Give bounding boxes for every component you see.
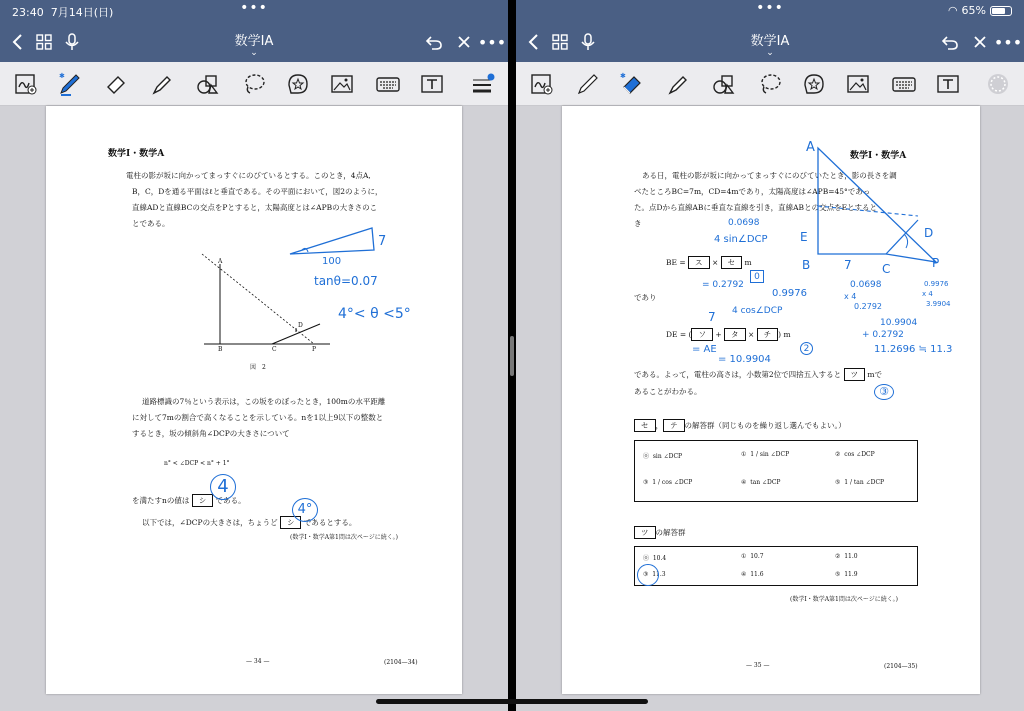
close-icon xyxy=(970,32,990,52)
hand-sum: = 10.9904 xyxy=(718,354,771,365)
choice-heading-2: ツ の解答群 xyxy=(634,526,686,539)
continue-note-right: (数学Ⅰ・数学A第1問は次ページに続く。) xyxy=(790,596,898,603)
eraser-settings-tool[interactable] xyxy=(982,68,1014,100)
image-tool-right[interactable] xyxy=(842,68,874,100)
handwritten-figure xyxy=(798,136,948,266)
de-line: DE = ( ソ + タ × チ ) m xyxy=(666,330,791,339)
choice-2-5[interactable]: ⑤ 11.9 xyxy=(835,571,858,578)
point-D-label: D xyxy=(298,322,303,329)
more-icon: ••• xyxy=(993,32,1023,52)
pen-tool[interactable] xyxy=(54,68,86,100)
choice-heading-1: セ ， テ の解答群（同じものを繰り返し選んでもよい。） xyxy=(634,419,846,432)
shape-tool[interactable] xyxy=(192,68,224,100)
answer-box-shi-2[interactable]: シ xyxy=(280,516,302,529)
text-box-icon xyxy=(935,71,961,97)
intro-line-1: 電柱の影が坂に向かってまっすぐにのびているとする。このとき，4点A, xyxy=(126,171,371,180)
choice-box-te: テ xyxy=(663,419,685,432)
page-header: 数学Ⅰ・数学A xyxy=(108,149,165,159)
grid-view-button[interactable] xyxy=(32,30,56,54)
handwriting-plus-icon xyxy=(13,71,39,97)
handwriting-plus-icon xyxy=(529,71,555,97)
more-button-right[interactable] xyxy=(993,30,1023,54)
continue-note: (数学Ⅰ・数学A第1問は次ページに続く。) xyxy=(290,534,398,541)
chevron-left-icon xyxy=(8,32,28,52)
multitasking-dots-right[interactable]: ••• xyxy=(756,0,784,16)
hand-ae: = AE xyxy=(692,344,717,355)
hand-sin: 4 sin∠DCP xyxy=(714,234,768,245)
hand-calc-1: 0.0698 xyxy=(850,280,882,290)
page-code: (2104—34) xyxy=(384,659,418,666)
text-tool-right[interactable] xyxy=(932,68,964,100)
text-box-icon xyxy=(419,71,445,97)
image-icon xyxy=(329,71,355,97)
pen-icon xyxy=(57,71,83,97)
point-A-label: A xyxy=(218,258,223,265)
highlighter-icon xyxy=(665,71,691,97)
hand-calc-2: x 4 xyxy=(844,292,857,301)
close-icon xyxy=(454,32,474,52)
eraser-size-icon xyxy=(985,71,1011,97)
hand-calc-8: + 0.2792 xyxy=(862,330,904,340)
para-line-3: するとき，坂の傾斜角∠DCPの大きさについて xyxy=(132,429,290,438)
page-code-right: (2104—35) xyxy=(884,663,918,670)
undo-button-right[interactable] xyxy=(938,30,962,54)
para-line-2: に対して7mの割合で高くなることを示している。nを1以上9以下の整数と xyxy=(132,413,384,422)
hand-D: D xyxy=(924,226,934,240)
choice-1-3[interactable]: ③ 1 / cos ∠DCP xyxy=(643,479,693,486)
status-date: 7月14日(日) xyxy=(50,6,114,19)
page-number-right: — 35 — xyxy=(746,662,770,669)
intro-line-4: とである。 xyxy=(132,219,170,228)
lasso-icon xyxy=(757,71,783,97)
hand-calc-9: 11.2696 ≒ 11.3 xyxy=(874,344,953,355)
nav-bar-right xyxy=(516,22,1024,62)
choice-box-se: セ xyxy=(634,419,656,432)
eraser-tool-right[interactable] xyxy=(616,68,648,100)
drawing-toolbar-right xyxy=(516,62,1024,106)
answer-box-ta[interactable]: タ xyxy=(724,328,746,341)
hand-answer-se: 0 xyxy=(750,270,764,283)
conclusion-line: である。よって，電柱の高さは，小数第2位で四捨五入すると ツ mで xyxy=(634,370,883,379)
hand-cos: 4 cos∠DCP xyxy=(732,306,783,316)
hand-calc-5: x 4 xyxy=(922,290,933,298)
svg-text:✱: ✱ xyxy=(59,72,65,80)
figure-caption: 図 2 xyxy=(250,364,266,371)
star-sticker-icon xyxy=(801,71,827,97)
answer-box-chi[interactable]: チ xyxy=(757,328,779,341)
undo-icon xyxy=(424,32,444,52)
hand-E: E xyxy=(800,230,808,244)
more-button[interactable] xyxy=(477,30,507,54)
status-time: 23:40 xyxy=(12,6,44,19)
below-line: 以下では，∠DCPの大きさは，ちょうど シ であるとする。 xyxy=(142,518,357,527)
pen-tool-right[interactable] xyxy=(572,68,604,100)
lasso-add-tool-right[interactable] xyxy=(526,68,558,100)
hand-C: C xyxy=(882,262,891,276)
be-line: BE = ス × セ m xyxy=(666,258,752,267)
eraser-icon xyxy=(619,71,645,97)
microphone-icon xyxy=(62,32,82,52)
lasso-add-tool[interactable] xyxy=(10,68,42,100)
answer-box-su[interactable]: ス xyxy=(688,256,710,269)
page-header-right: 数学Ⅰ・数学A xyxy=(850,151,907,161)
intro-r-line-3: た。点Dから直線ABに垂直な直線を引き，直線ABとの交点をEとすると xyxy=(634,203,878,212)
hand-calc-4: 0.9976 xyxy=(924,280,949,288)
shapes-icon xyxy=(195,71,221,97)
keyboard-tool-right[interactable] xyxy=(888,68,920,100)
hand-100: 100 xyxy=(322,256,342,267)
hand-calc-6: 3.9904 xyxy=(926,300,951,308)
choice-1-2[interactable]: ② cos ∠DCP xyxy=(835,451,875,458)
choices-group-1 xyxy=(634,440,918,502)
grid-icon xyxy=(34,32,54,52)
image-tool[interactable] xyxy=(326,68,358,100)
close-button[interactable] xyxy=(452,30,476,54)
answer-box-tsu[interactable]: ツ xyxy=(844,368,866,381)
dearu-text: であり xyxy=(634,293,657,302)
text-tool[interactable] xyxy=(416,68,448,100)
hand-A: A xyxy=(806,140,815,155)
hand-B: B xyxy=(802,258,811,272)
document-title[interactable]: 数学IA ⌄ xyxy=(234,34,274,58)
sticker-tool[interactable] xyxy=(282,68,314,100)
answer-box-se[interactable]: セ xyxy=(721,256,743,269)
intro-line-3: 直線ADと直線BCの交点をPとすると，太陽高度とは∠APBの大きさのこ xyxy=(132,203,378,212)
hand-calc-3: 0.2792 xyxy=(854,302,882,311)
star-sticker-icon xyxy=(285,71,311,97)
lasso-icon xyxy=(241,71,267,97)
wifi-icon: ◠ xyxy=(947,4,958,17)
choice-2-4[interactable]: ④ 11.6 xyxy=(741,571,764,578)
drawing-toolbar xyxy=(0,62,508,106)
choice-2-0[interactable]: ⓪ 10.4 xyxy=(643,555,667,562)
image-icon xyxy=(845,71,871,97)
hand-answer-circle-2: 4° xyxy=(292,498,318,522)
choices-group-2 xyxy=(634,546,918,586)
shapes-icon xyxy=(711,71,737,97)
more-icon: ••• xyxy=(477,32,507,52)
para-line-1: 道路標識の7％という表示は，この坂をのぼったとき，100mの水平距離 xyxy=(142,397,386,406)
status-bar-right xyxy=(516,0,1024,22)
answer-box-so[interactable]: ソ xyxy=(691,328,713,341)
undo-icon xyxy=(940,32,960,52)
home-indicator[interactable] xyxy=(376,699,648,704)
hand-seven-de: 7 xyxy=(708,310,716,324)
pen-settings-tool[interactable] xyxy=(466,68,498,100)
conclusion-line-2: あることがわかる。 xyxy=(634,387,702,396)
highlighter-icon xyxy=(149,71,175,97)
hand-tan: tanθ=0.07 xyxy=(314,274,378,288)
keyboard-icon xyxy=(891,71,917,97)
answer-box-shi[interactable]: シ xyxy=(192,494,214,507)
inequality: n° < ∠DCP < n° + 1° xyxy=(164,460,230,467)
choice-1-4[interactable]: ④ tan ∠DCP xyxy=(741,479,781,486)
chevron-down-icon: ⌄ xyxy=(766,48,774,58)
hand-P: P xyxy=(932,256,940,270)
hand-answer-chi: 2 xyxy=(800,342,813,355)
hand-0698: 0.0698 xyxy=(728,218,760,228)
svg-text:✱: ✱ xyxy=(620,72,626,80)
stroke-width-icon xyxy=(469,71,495,97)
hand-calc-7: 10.9904 xyxy=(880,318,918,328)
eraser-icon xyxy=(103,71,129,97)
highlighter-tool-right[interactable] xyxy=(662,68,694,100)
microphone-button-right[interactable] xyxy=(576,30,600,54)
intro-r-line-4: き xyxy=(634,219,642,228)
shape-tool-right[interactable] xyxy=(708,68,740,100)
right-pane xyxy=(516,0,1024,711)
split-view-divider[interactable] xyxy=(508,0,516,711)
intro-r-line-2: べたところBC=7m，CD=4mであり，太陽高度は∠APB=45°であっ xyxy=(634,187,871,196)
choice-1-5[interactable]: ⑤ 1 / tan ∠DCP xyxy=(835,479,885,486)
chevron-left-icon xyxy=(524,32,544,52)
choice-2-2[interactable]: ② 11.0 xyxy=(835,553,858,560)
lasso-tool[interactable] xyxy=(238,68,270,100)
choice-2-3[interactable]: ③ 11.3 xyxy=(643,571,666,578)
hand-seven-r: 7 xyxy=(844,258,852,272)
status-bar xyxy=(0,0,508,22)
hand-9976: 0.9976 xyxy=(772,288,807,299)
point-P-label: P xyxy=(312,346,317,353)
back-button[interactable] xyxy=(6,30,30,54)
undo-button[interactable] xyxy=(422,30,446,54)
microphone-icon xyxy=(578,32,598,52)
nav-bar xyxy=(0,22,508,62)
battery-icon xyxy=(990,6,1012,16)
figure-2-diagram xyxy=(196,246,336,356)
close-button-right[interactable] xyxy=(968,30,992,54)
eraser-tool[interactable] xyxy=(100,68,132,100)
hand-seven: 7 xyxy=(378,234,387,249)
page-number: — 34 — xyxy=(246,658,270,665)
intro-r-line-1: ある日，電柱の影が坂に向かってまっすぐにのびていたとき，影の長さを調 xyxy=(642,171,897,180)
hand-answer-tsu: ③ xyxy=(874,384,894,400)
hand-answer-circle-1: 4 xyxy=(210,474,236,500)
divider-handle[interactable] xyxy=(510,336,514,376)
page-35[interactable] xyxy=(562,106,980,694)
choice-box-tsu: ツ xyxy=(634,526,656,539)
hand-range: 4°< θ <5° xyxy=(338,306,411,322)
intro-line-2: B，C，Dを通る平面はℓと垂直である。その平面において，図2のように， xyxy=(132,187,383,196)
choice-1-0[interactable]: ⓪ sin ∠DCP xyxy=(643,453,683,460)
highlighter-tool[interactable] xyxy=(146,68,178,100)
grid-icon xyxy=(550,32,570,52)
lasso-tool-right[interactable] xyxy=(754,68,786,100)
hand-circle-choice-11-3 xyxy=(637,564,659,586)
choice-1-1[interactable]: ① 1 / sin ∠DCP xyxy=(741,451,790,458)
document-title-right[interactable]: 数学IA ⌄ xyxy=(750,34,790,58)
keyboard-icon xyxy=(375,71,401,97)
point-C-label: C xyxy=(272,346,277,353)
chevron-down-icon: ⌄ xyxy=(250,48,258,58)
keyboard-tool[interactable] xyxy=(372,68,404,100)
grid-view-button-right[interactable] xyxy=(548,30,572,54)
back-button-right[interactable] xyxy=(522,30,546,54)
left-pane xyxy=(0,0,508,711)
battery-percent: 65% xyxy=(961,4,986,17)
satisfy-line: を満たすnの値は シ である。 xyxy=(132,496,246,505)
point-B-label: B xyxy=(218,346,223,353)
hand-02792: = 0.2792 xyxy=(702,280,744,290)
pen-icon xyxy=(575,71,601,97)
multitasking-dots[interactable]: ••• xyxy=(240,0,268,16)
sticker-tool-right[interactable] xyxy=(798,68,830,100)
page-34[interactable] xyxy=(46,106,462,694)
microphone-button[interactable] xyxy=(60,30,84,54)
choice-2-1[interactable]: ① 10.7 xyxy=(741,553,764,560)
